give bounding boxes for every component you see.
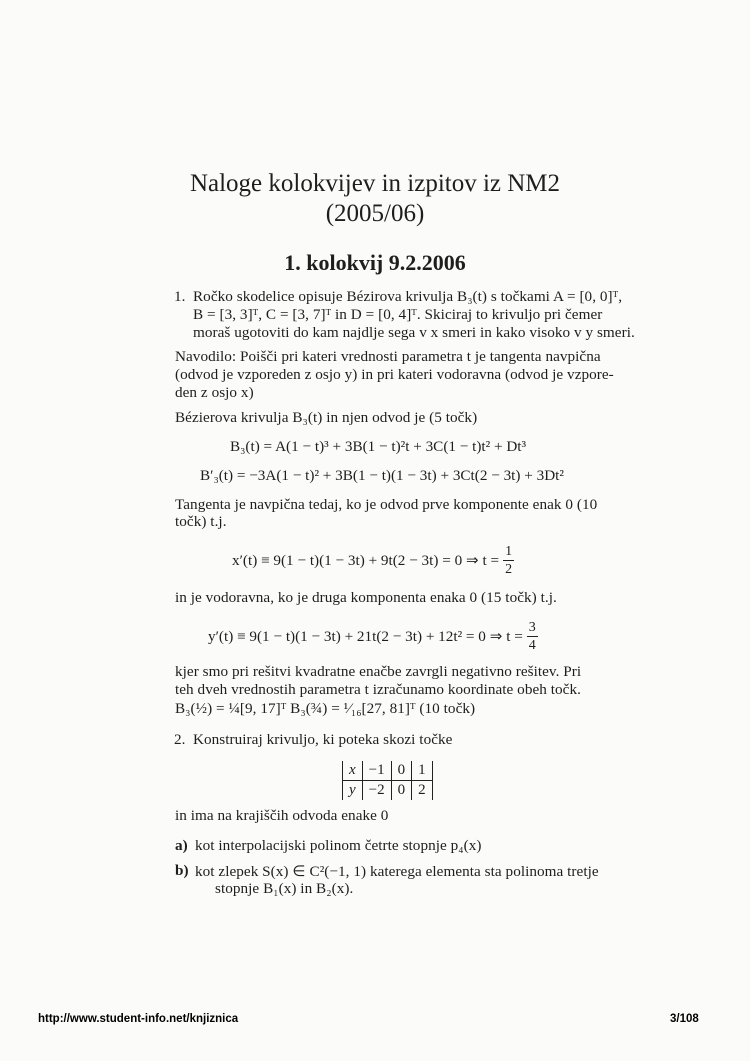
table-cell: 1	[412, 761, 433, 781]
numerator: 1	[505, 544, 513, 559]
equation-y	[208, 619, 538, 654]
page-number: 3/108	[670, 1013, 699, 1025]
problem-number: 1.	[174, 288, 186, 305]
problem-text-line: moraš ugotoviti do kam najdlje sega v x smeri in kako visoko v y smeri.	[193, 324, 635, 341]
fraction	[527, 619, 538, 654]
bezier-intro: Bézierova krivulja B₃(t) in njen odvod je (5 točk)	[175, 409, 478, 426]
part-label: a)	[175, 837, 188, 854]
problem-text-line: Konstruiraj krivuljo, ki poteka skozi točke	[193, 731, 453, 748]
hint-line: den z osjo x)	[175, 384, 254, 401]
denominator: 4	[528, 638, 536, 653]
table-row	[343, 781, 433, 801]
table-cell: −2	[362, 781, 391, 801]
table-cell: x	[343, 761, 363, 781]
table-cell: 0	[391, 761, 412, 781]
document-year: (2005/06)	[325, 200, 425, 227]
table-cell: 2	[412, 781, 433, 801]
vertical-tangent-text: točk) t.j.	[175, 513, 227, 530]
table-cell: −1	[362, 761, 391, 781]
problem-text-line: Ročko skodelice opisuje Bézirova krivulja B₃(t) s točkami A = [0, 0]ᵀ,	[193, 288, 623, 305]
hint-line: (odvod je vzporeden z osjo y) in pri kateri vodoravna (odvod je vzpore-	[175, 366, 614, 383]
problem-number: 2.	[174, 731, 186, 748]
conclusion-line: teh dveh vrednostih parametra t izračunamo koordinate obeh točk.	[175, 681, 581, 698]
problem-text-line: B = [3, 3]ᵀ, C = [3, 7]ᵀ in D = [0, 4]ᵀ. Skiciraj to krivuljo pri čemer	[193, 306, 603, 323]
equation-x-text: x′(t) ≡ 9(1 − t)(1 − 3t) + 9t(2 − 3t) = 0 ⇒ t =	[232, 552, 500, 569]
points-table	[342, 761, 433, 800]
part-text: kot interpolacijski polinom četrte stopnje p₄(x)	[195, 837, 482, 854]
equation-y-text: y′(t) ≡ 9(1 − t)(1 − 3t) + 21t(2 − 3t) + 12t² = 0 ⇒ t =	[208, 628, 523, 645]
after-table-text: in ima na krajiščih odvoda enake 0	[175, 807, 389, 824]
horizontal-tangent-text: in je vodoravna, ko je druga komponenta enaka 0 (15 točk) t.j.	[175, 589, 557, 606]
part-text: kot zlepek S(x) ∈ C²(−1, 1) katerega elementa sta polinoma tretje	[195, 863, 599, 880]
footer-url[interactable]: http://www.student-info.net/knjiznica	[38, 1013, 239, 1025]
part-text: stopnje B₁(x) in B₂(x).	[215, 880, 354, 897]
equation-x	[232, 543, 514, 578]
conclusion-line: B₃(½) = ¼[9, 17]ᵀ B₃(¾) = ¹⁄₁₆[27, 81]ᵀ (10 točk)	[175, 700, 476, 717]
equation-derivative: B′₃(t) = −3A(1 − t)² + 3B(1 − t)(1 − 3t) + 3Ct(2 − 3t) + 3Dt²	[200, 467, 564, 484]
table-row	[343, 761, 433, 781]
table-cell: y	[343, 781, 363, 801]
hint-line: Navodilo: Poišči pri kateri vrednosti parametra t je tangenta navpična	[175, 348, 601, 365]
part-label: b)	[175, 862, 189, 879]
section-heading: 1. kolokvij 9.2.2006	[284, 250, 466, 275]
fraction	[503, 543, 514, 578]
equation-bezier: B₃(t) = A(1 − t)³ + 3B(1 − t)²t + 3C(1 − t)t² + Dt³	[230, 438, 527, 455]
conclusion-line: kjer smo pri rešitvi kvadratne enačbe zavrgli negativno rešitev. Pri	[175, 663, 582, 680]
denominator: 2	[505, 562, 513, 577]
document-title: Naloge kolokvijev in izpitov iz NM2	[189, 170, 561, 197]
table-cell: 0	[391, 781, 412, 801]
numerator: 3	[528, 620, 536, 635]
vertical-tangent-text: Tangenta je navpična tedaj, ko je odvod prve komponente enak 0 (10	[175, 496, 598, 513]
